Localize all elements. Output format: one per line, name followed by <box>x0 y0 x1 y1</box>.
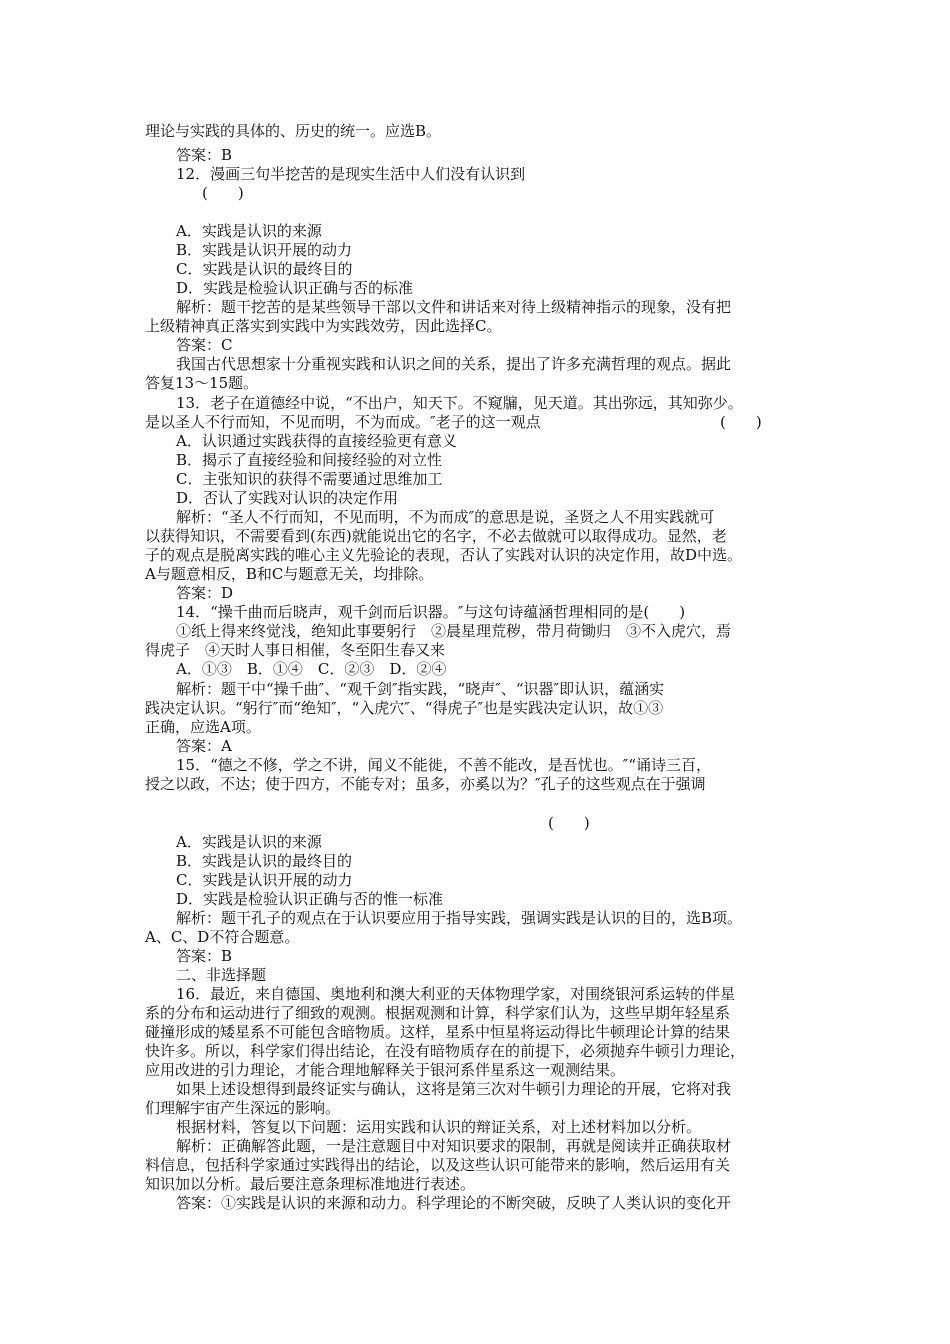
option-c: C．实践是认识的最终目的 <box>176 260 353 278</box>
option-a: A．实践是认识的来源 <box>176 833 322 851</box>
analysis-line: 践决定认识。“躬行″而“绝知″，“入虎穴″、“得虎子″也是实践决定认识，故①③ <box>145 699 664 717</box>
intro-line: 我国古代思想家十分重视实践和认识之间的关系，提出了许多充满哲理的观点。据此 <box>176 355 732 373</box>
option-a: A．实践是认识的来源 <box>176 222 322 240</box>
answer-line: 答案：A <box>176 737 232 755</box>
question-16: 16．最近，来自德国、奥地利和澳大利亚的天体物理学家，对围绕银河系运转的伴星 <box>176 985 736 1003</box>
answer-line: 答案：D <box>176 584 234 602</box>
option-a: A．认识通过实践获得的直接经验更有意义 <box>176 432 457 450</box>
question-16-cont: 系的分布和运动进行了细致的观测。根据观测和计算，科学家们认为，这些早期年轻星系 <box>145 1004 731 1022</box>
material-line: 如果上述设想得到最终证实与确认，这将是第三次对牛顿引力理论的开展，它将对我 <box>176 1080 732 1098</box>
option-d: D．实践是检验认识正确与否的标准 <box>176 279 414 297</box>
question-prompt: 根据材料，答复以下问题：运用实践和认识的辩证关系，对上述材料加以分析。 <box>176 1118 702 1136</box>
analysis-line: 解析：正确解答此题，一是注意题目中对知识要求的限制，再就是阅读并正确获取材 <box>176 1137 732 1155</box>
question-16-cont: 快许多。所以，科学家们得出结论，在没有暗物质存在的前提下，必须抛弃牛顿引力理论， <box>145 1042 746 1060</box>
analysis-line: 子的观点是脱离实践的唯心主义先验论的表现，否认了实践对认识的决定作用，故D中选。 <box>145 546 743 564</box>
question-14-items: 得虎子 ④天时人事日相催，冬至阳生春又来 <box>145 641 446 659</box>
question-14-items: ①纸上得来终觉浅，绝知此事要躬行 ②晨星理荒秽，带月荷锄归 ③不入虎穴，焉 <box>176 622 732 640</box>
analysis-line: 解析：题干孔子的观点在于认识要应用于指导实践，强调实践是认识的目的，选B项。 <box>176 909 743 927</box>
analysis-line: 知识加以分析。最后要注意条理标准地进行表述。 <box>145 1175 476 1193</box>
question-15-cont: 授之以政，不达；使于四方，不能专对；虽多，亦奚以为？″孔子的这些观点在于强调 <box>145 775 706 793</box>
intro-line: 答复13～15题。 <box>145 374 259 392</box>
option-d: D．否认了实践对认识的决定作用 <box>176 489 399 507</box>
answer-line: 答案：B <box>176 146 233 164</box>
answer-line: 答案：B <box>176 947 233 965</box>
option-b: B．实践是认识的最终目的 <box>176 852 353 870</box>
analysis-line: 上级精神真正落实到实践中为实践效劳，因此选择C。 <box>145 317 502 335</box>
analysis-line: 以获得知识，不需要看到(东西)就能说出它的名字，不必去做就可以取得成功。显然，老 <box>145 527 727 545</box>
option-d: D．实践是检验认识正确与否的惟一标准 <box>176 890 444 908</box>
section-heading: 二、非选择题 <box>176 966 267 984</box>
answer-bracket: ( ) <box>202 184 244 202</box>
option-b: B．实践是认识开展的动力 <box>176 241 353 259</box>
material-line: 们理解宇宙产生深远的影响。 <box>145 1099 341 1117</box>
answer-bracket: ( ) <box>548 814 590 832</box>
question-12: 12．漫画三句半挖苦的是现实生活中人们没有认识到 <box>176 165 526 183</box>
analysis-line: 料信息，包括科学家通过实践得出的结论，以及这些认识可能带来的影响，然后运用有关 <box>145 1156 731 1174</box>
question-13: 13．老子在道德经中说，“不出户，知天下。不窥牖，见天道。其出弥远，其知弥少。 <box>176 394 743 412</box>
question-16-cont: 应用改进的引力理论，才能合理地解释关于银河系伴星系这一观测结果。 <box>145 1061 626 1079</box>
option-c: C．实践是认识开展的动力 <box>176 871 353 889</box>
analysis-line: 解析：“圣人不行而知，不见而明，不为而成″的意思是说，圣贤之人不用实践就可 <box>176 508 715 526</box>
analysis-line: 解析：题干挖苦的是某些领导干部以文件和讲话来对待上级精神指示的现象，没有把 <box>176 298 732 316</box>
option-b: B．揭示了直接经验和间接经验的对立性 <box>176 451 443 469</box>
question-13-cont: 是以圣人不行而知，不见而明，不为而成。″老子的这一观点 <box>145 413 541 431</box>
analysis-line: 正确，应选A项。 <box>145 718 261 736</box>
analysis-line: A、C、D不符合题意。 <box>145 928 300 946</box>
answer-line: 答案：①实践是认识的来源和动力。科学理论的不断突破，反映了人类认识的变化开 <box>176 1194 732 1212</box>
analysis-line: 解析：题干中“操千曲″、“观千剑″指实践，“晓声″、“识器″即认识，蕴涵实 <box>176 680 665 698</box>
question-14: 14．“操千曲而后晓声，观千剑而后识器。″与这句诗蕴涵哲理相同的是( ) <box>176 603 686 621</box>
question-15: 15．“德之不修，学之不讲，闻义不能徙，不善不能改，是吾忧也。″“诵诗三百， <box>176 756 712 774</box>
option-c: C．主张知识的获得不需要通过思维加工 <box>176 470 443 488</box>
options-line: A．①③ B．①④ C．②③ D．②④ <box>176 660 447 678</box>
analysis-line: A与题意相反，B和C与题意无关，均排除。 <box>145 565 434 583</box>
question-16-cont: 碰撞形成的矮星系不可能包含暗物质。这样，星系中恒星将运动得比牛顿理论计算的结果 <box>145 1023 731 1041</box>
text-line: 理论与实践的具体的、历史的统一。应选B。 <box>145 122 442 140</box>
answer-bracket: ( ) <box>720 413 762 431</box>
answer-line: 答案：C <box>176 336 233 354</box>
